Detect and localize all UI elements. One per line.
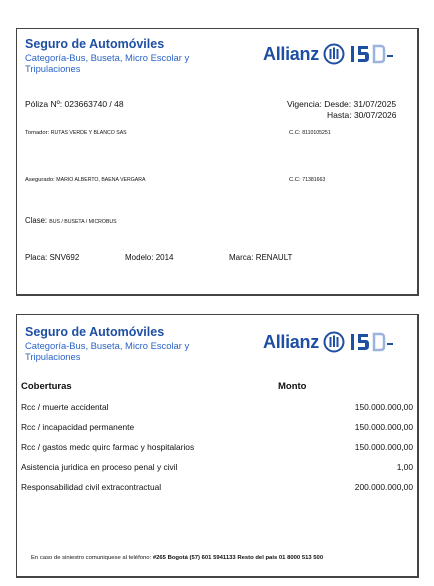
coverage-label: Asistencia juridica en proceso penal y civil: [21, 462, 178, 472]
desde-value: 31/07/2025: [353, 99, 397, 109]
allianz-logo: [263, 331, 395, 353]
tomador-value: RUTAS VERDE Y BLANCO SAS: [50, 130, 127, 136]
150-years-mark-icon: [349, 331, 395, 353]
monto-header: Monto: [278, 381, 307, 392]
table-row: [21, 462, 413, 476]
clase-label: Clase:: [25, 216, 48, 225]
placa-value: SNV692: [49, 253, 80, 262]
footer-phones: #265 Bogotá (57) 601 5941133 Resto del pais 01 8000 513 500: [152, 555, 324, 561]
poliza-label: Póliza Nº:: [25, 99, 63, 109]
allianz-wordmark: Allianz: [263, 331, 319, 352]
table-row: [21, 422, 413, 436]
vigencia-label: Vigencia:: [287, 99, 322, 109]
coverage-amount: 150.000.000,00: [354, 402, 413, 412]
card-title: Seguro de Automóviles: [25, 37, 165, 51]
modelo-label: Modelo:: [125, 253, 154, 262]
poliza-row: [25, 99, 124, 109]
asegurado-cc-label: C.C:: [289, 177, 301, 183]
policy-card: [16, 28, 419, 296]
footer-prefix: En caso de siniestro comuniquese al teléfono:: [31, 555, 152, 561]
coverage-amount: 150.000.000,00: [354, 422, 413, 432]
asegurado-label: Asegurado:: [25, 177, 55, 183]
coverage-amount: 150.000.000,00: [354, 442, 413, 452]
poliza-value: 023663740 / 48: [64, 99, 124, 109]
coberturas-header: Coberturas: [21, 381, 72, 392]
asegurado-row: [25, 177, 145, 183]
asegurado-cc-value: 71381663: [302, 177, 326, 183]
modelo-value: 2014: [155, 253, 174, 262]
tomador-cc-label: C.C:: [289, 130, 301, 136]
vigencia-row: [287, 99, 396, 109]
coverage-card: [16, 314, 419, 578]
desde-label: Desde:: [324, 99, 352, 109]
tomador-row: [25, 130, 127, 136]
coverage-label: Rcc / incapacidad permanente: [21, 422, 135, 432]
coverage-amount: 200.000.000,00: [354, 482, 413, 492]
table-row: [21, 482, 413, 496]
marca-value: RENAULT: [255, 253, 293, 262]
allianz-eagle-circle-icon: [323, 43, 345, 65]
allianz-logo: [263, 43, 395, 65]
hasta-row: [327, 110, 397, 120]
hasta-value: 30/07/2026: [353, 110, 397, 120]
card-subtitle: Categoría-Bus, Buseta, Micro Escolar y Tripulaciones: [25, 340, 190, 362]
coverage-amount: 1,00: [396, 462, 413, 472]
modelo-row: [125, 253, 174, 262]
card-title: Seguro de Automóviles: [25, 325, 165, 339]
claims-footer: [31, 555, 323, 561]
marca-row: [229, 253, 292, 262]
table-row: [21, 442, 413, 456]
asegurado-cc-row: [289, 177, 325, 183]
tomador-label: Tomador:: [25, 130, 50, 136]
card-subtitle: Categoría-Bus, Buseta, Micro Escolar y Tripulaciones: [25, 52, 190, 74]
allianz-eagle-circle-icon: [323, 331, 345, 353]
table-row: [21, 402, 413, 416]
coverage-label: Rcc / muerte accidental: [21, 402, 109, 412]
150-years-mark-icon: [349, 43, 395, 65]
coverage-label: Rcc / gastos medc quirc farmac y hospitalarios: [21, 442, 195, 452]
placa-row: [25, 253, 79, 262]
clase-row: [25, 216, 117, 225]
hasta-label: Hasta:: [327, 110, 352, 120]
placa-label: Placa:: [25, 253, 48, 262]
coverage-label: Responsabilidad civil extracontractual: [21, 482, 162, 492]
tomador-cc-value: 8110105251: [302, 130, 331, 136]
marca-label: Marca:: [229, 253, 254, 262]
clase-value: BUS / BUSETA / MICROBUS: [49, 219, 117, 225]
allianz-wordmark: Allianz: [263, 43, 319, 64]
asegurado-value: MARIO ALBERTO, BAENA VERGARA: [56, 177, 146, 183]
tomador-cc-row: [289, 130, 331, 136]
